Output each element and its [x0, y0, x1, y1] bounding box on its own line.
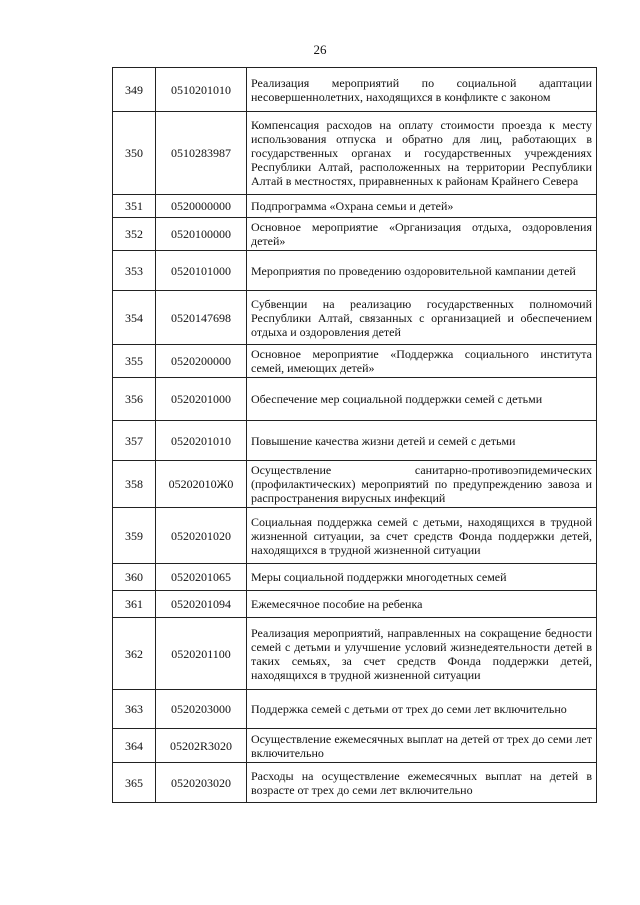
row-description: Повышение качества жизни детей и семей с детьми — [247, 421, 597, 461]
table-row — [113, 763, 597, 803]
row-number: 362 — [113, 618, 156, 690]
row-code: 0520100000 — [156, 218, 247, 251]
row-number: 361 — [113, 591, 156, 618]
row-code: 0520101000 — [156, 251, 247, 291]
table-row — [113, 378, 597, 421]
table-row — [113, 421, 597, 461]
row-description: Реализация мероприятий по социальной адаптации несовершеннолетних, находящихся в конфликте с законом — [247, 68, 597, 112]
row-number: 352 — [113, 218, 156, 251]
row-description: Основное мероприятие «Поддержка социального института семей, имеющих детей» — [247, 345, 597, 378]
row-code: 0520201100 — [156, 618, 247, 690]
table-row — [113, 251, 597, 291]
row-number: 358 — [113, 461, 156, 508]
table-row — [113, 564, 597, 591]
row-code: 0520201000 — [156, 378, 247, 421]
table-row — [113, 591, 597, 618]
row-description: Меры социальной поддержки многодетных семей — [247, 564, 597, 591]
table-row — [113, 729, 597, 763]
row-number: 357 — [113, 421, 156, 461]
row-description: Осуществление ежемесячных выплат на детей от трех до семи лет включительно — [247, 729, 597, 763]
row-code: 0520203000 — [156, 690, 247, 729]
row-number: 364 — [113, 729, 156, 763]
row-number: 351 — [113, 195, 156, 218]
row-code: 0520201010 — [156, 421, 247, 461]
row-description: Подпрограмма «Охрана семьи и детей» — [247, 195, 597, 218]
row-code: 0510283987 — [156, 112, 247, 195]
row-number: 363 — [113, 690, 156, 729]
row-description: Основное мероприятие «Организация отдыха, оздоровления детей» — [247, 218, 597, 251]
table-row — [113, 690, 597, 729]
row-number: 360 — [113, 564, 156, 591]
table-row — [113, 618, 597, 690]
row-number: 350 — [113, 112, 156, 195]
row-number: 365 — [113, 763, 156, 803]
table-row — [113, 218, 597, 251]
row-description: Мероприятия по проведению оздоровительной кампании детей — [247, 251, 597, 291]
row-code: 0520201094 — [156, 591, 247, 618]
row-number: 355 — [113, 345, 156, 378]
row-description: Компенсация расходов на оплату стоимости проезда к месту использования отпуска и обратно для лиц, работающих в государственных органах и государственных учреждениях Республики Алтай, расположенных на территории Республики Алтай в местностях, приравненных к районам Крайнего Севера — [247, 112, 597, 195]
row-code: 05202R3020 — [156, 729, 247, 763]
table-row — [113, 68, 597, 112]
row-number: 349 — [113, 68, 156, 112]
table-row — [113, 461, 597, 508]
row-code: 05202010Ж0 — [156, 461, 247, 508]
row-number: 356 — [113, 378, 156, 421]
table-row — [113, 291, 597, 345]
table-row — [113, 508, 597, 564]
row-description: Обеспечение мер социальной поддержки семей с детьми — [247, 378, 597, 421]
row-description: Осуществление санитарно-противоэпидемических (профилактических) мероприятий по предупреждению завоза и распространения вирусных инфекций — [247, 461, 597, 508]
budget-code-table — [112, 67, 597, 803]
row-code: 0510201010 — [156, 68, 247, 112]
table-row — [113, 112, 597, 195]
table-row — [113, 345, 597, 378]
row-code: 0520201020 — [156, 508, 247, 564]
row-description: Субвенции на реализацию государственных полномочий Республики Алтай, связанных с организацией и обеспечением отдыха и оздоровления детей — [247, 291, 597, 345]
row-code: 0520201065 — [156, 564, 247, 591]
row-description: Расходы на осуществление ежемесячных выплат на детей в возрасте от трех до семи лет включительно — [247, 763, 597, 803]
row-description: Реализация мероприятий, направленных на сокращение бедности семей с детьми и улучшение условий жизнедеятельности детей в таких семьях, за счет средств Фонда поддержки детей, находящихся в трудной жизненной ситуации — [247, 618, 597, 690]
row-number: 359 — [113, 508, 156, 564]
row-description: Социальная поддержка семей с детьми, находящихся в трудной жизненной ситуации, за счет средств Фонда поддержки детей, находящихся в трудной жизненной ситуации — [247, 508, 597, 564]
row-code: 0520200000 — [156, 345, 247, 378]
row-number: 354 — [113, 291, 156, 345]
page-number: 26 — [313, 42, 327, 57]
row-description: Ежемесячное пособие на ребенка — [247, 591, 597, 618]
table-row — [113, 195, 597, 218]
row-code: 0520147698 — [156, 291, 247, 345]
row-code: 0520203020 — [156, 763, 247, 803]
row-description: Поддержка семей с детьми от трех до семи лет включительно — [247, 690, 597, 729]
row-code: 0520000000 — [156, 195, 247, 218]
row-number: 353 — [113, 251, 156, 291]
